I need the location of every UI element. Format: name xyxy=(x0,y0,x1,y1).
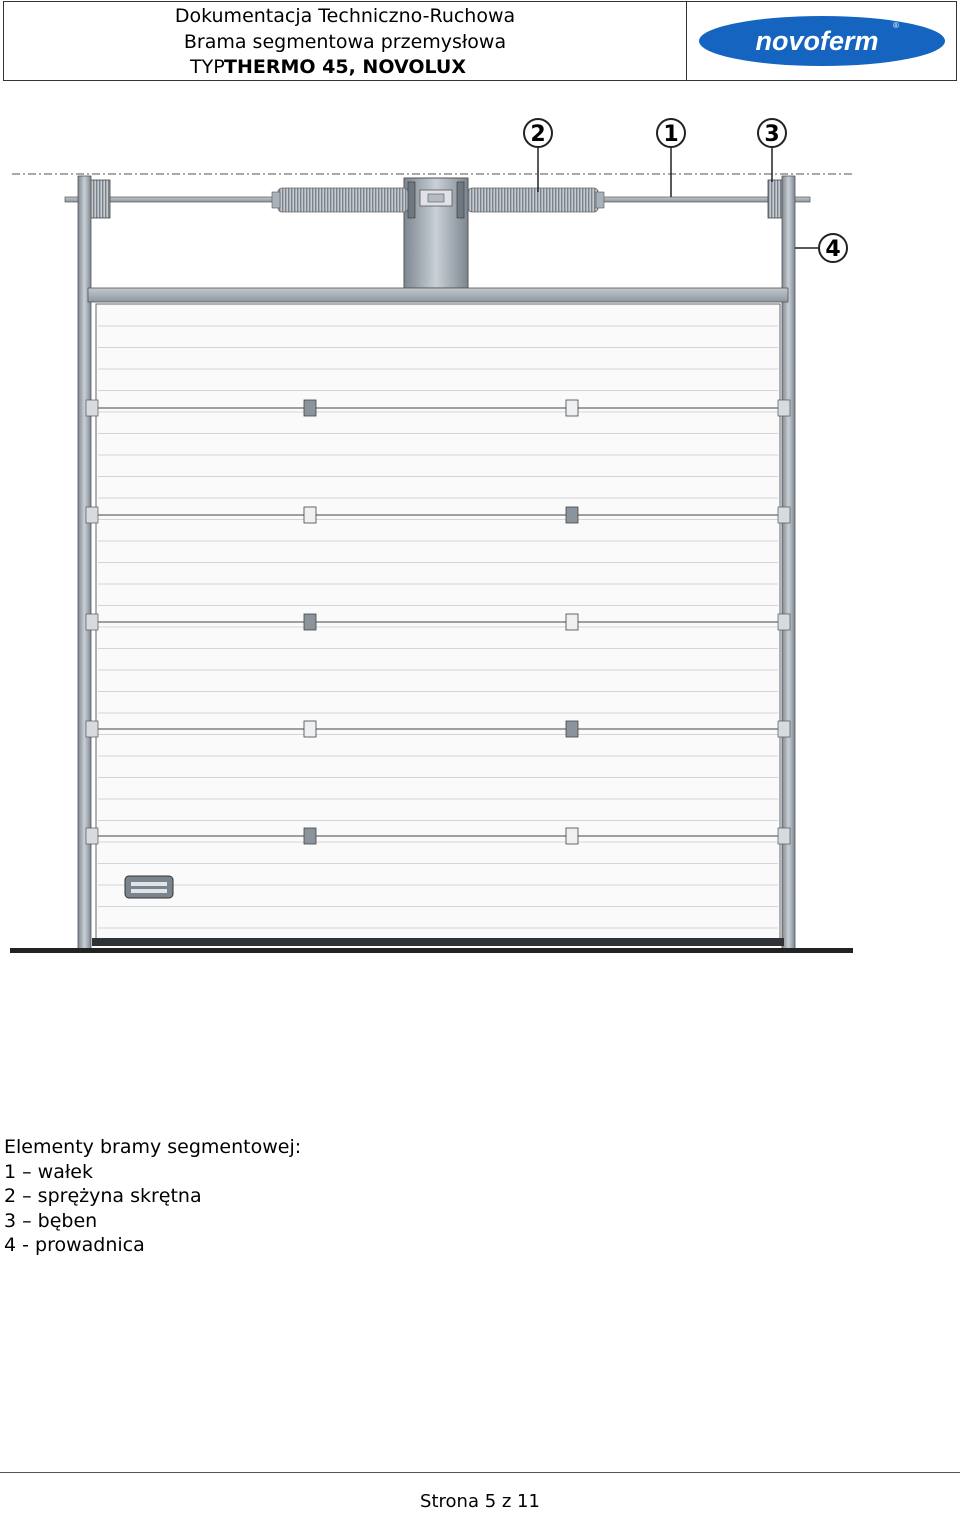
hinge xyxy=(304,614,316,630)
callout-4-label: 4 xyxy=(825,237,841,262)
callout-1-label: 1 xyxy=(663,122,679,147)
legend-item-4: 4 - prowadnica xyxy=(4,1234,145,1256)
door-drawing xyxy=(0,90,960,970)
hinge xyxy=(304,507,316,523)
legend-item-3: 3 – bęben xyxy=(4,1209,98,1232)
header-beam xyxy=(88,288,788,302)
footer-divider xyxy=(0,1472,960,1473)
roller-bracket xyxy=(778,614,790,630)
roller-bracket xyxy=(778,828,790,844)
svg-text:®: ® xyxy=(892,21,899,30)
roller-bracket xyxy=(86,507,98,523)
door-handle xyxy=(125,876,173,898)
torsion-spring-left xyxy=(278,188,408,212)
callout-1 xyxy=(657,119,685,147)
legend xyxy=(4,1135,301,1258)
hinge xyxy=(566,400,578,416)
roller-bracket xyxy=(86,400,98,416)
bottom-seal xyxy=(92,938,784,946)
callout-2 xyxy=(524,119,552,147)
legend-title: Elementy bramy segmentowej: xyxy=(4,1136,302,1158)
hinge xyxy=(304,400,316,416)
typ-value: THERMO 45, NOVOLUX xyxy=(224,56,466,78)
legend-item-2: 2 – sprężyna skrętna xyxy=(4,1185,202,1207)
roller-bracket xyxy=(86,614,98,630)
typ-label: TYP xyxy=(190,56,225,78)
torsion-spring-right xyxy=(468,188,598,212)
hinge xyxy=(304,721,316,737)
legend-item-1: 1 – wałek xyxy=(4,1160,93,1183)
header-title-line1: Dokumentacja Techniczno-Ruchowa xyxy=(174,5,516,27)
callout-2-label: 2 xyxy=(530,122,546,147)
hinge xyxy=(304,828,316,844)
callout-3-label: 3 xyxy=(764,122,780,147)
document-header xyxy=(3,1,957,81)
logo-text: novoferm xyxy=(754,26,879,56)
hinge xyxy=(566,614,578,630)
hinge xyxy=(566,828,578,844)
roller-bracket xyxy=(778,721,790,737)
header-title-block xyxy=(4,2,687,80)
hinge xyxy=(566,507,578,523)
roller-bracket xyxy=(86,828,98,844)
roller-bracket xyxy=(778,400,790,416)
callout-4 xyxy=(819,234,847,262)
page-number: Strona 5 z 11 xyxy=(420,1491,540,1512)
hinge xyxy=(566,721,578,737)
header-typ-row xyxy=(4,55,686,81)
roller-bracket xyxy=(86,721,98,737)
floor-line xyxy=(10,948,853,953)
door-diagram xyxy=(0,90,960,970)
header-title-line2: Brama segmentowa przemysłowa xyxy=(183,30,507,53)
roller-bracket xyxy=(778,507,790,523)
header-logo-block xyxy=(687,2,956,80)
novoferm-logo xyxy=(697,13,947,69)
callout-3 xyxy=(758,119,786,147)
